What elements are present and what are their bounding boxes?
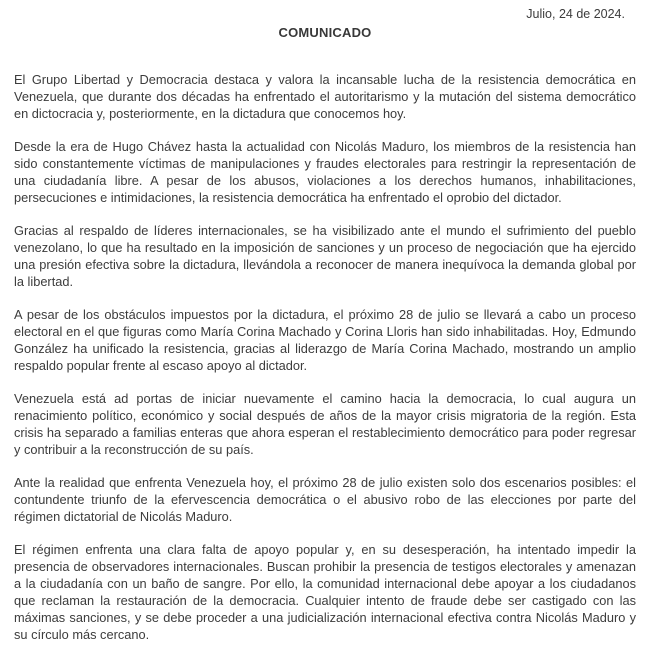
paragraph-regime-desperation: El régimen enfrenta una clara falta de apoyo popular y, en su desesperación, ha intentado impedir la presencia de observadores internacionales. Buscan prohibir la presencia de testigos electorales y amenazan a la ciudadanía con un baño de sangre. Por ello, la comunidad internacional debe apoyar a los ciudadanos que reclaman la restauración de la democracia. Cualquier intento de fraude debe ser castigado con las máximas sanciones, y se debe proceder a una judicialización internacional efectiva contra Nicolás Maduro y su círculo más cercano.	[14, 542, 636, 642]
document-title: COMUNICADO	[278, 25, 372, 40]
paragraph-path-to-democracy: Venezuela está ad portas de iniciar nuevamente el camino hacia la democracia, lo cual augura un renacimiento político, económico y social después de años de la mayor crisis migratoria de la región. Esta crisis ha separado a familias enteras que ahora esperan el restablecimiento democrático para poder regresar y contribuir a la reconstrucción de su país.	[14, 391, 636, 457]
paragraph-chavez-maduro-era: Desde la era de Hugo Chávez hasta la actualidad con Nicolás Maduro, los miembros de la resistencia han sido constantemente víctimas de manipulaciones y fraudes electorales para restringir la representación de una ciudadanía libre. A pesar de los abusos, violaciones a los derechos humanos, inhabilitaciones, persecuciones e intimidaciones, la resistencia democrática ha enfrentado el oprobio del dictador.	[14, 139, 636, 205]
document-body	[14, 71, 636, 643]
paragraph-electoral-process: A pesar de los obstáculos impuestos por la dictadura, el próximo 28 de julio se llevará a cabo un proceso electoral en el que figuras como María Corina Machado y Corina Lloris han sido inhabilitadas. Hoy, Edmundo González ha unificado la resistencia, gracias al liderazgo de María Corina Machado, mostrando un amplio respaldo popular frente al escaso apoyo al dictador.	[14, 307, 636, 373]
paragraph-international-support: Gracias al respaldo de líderes internacionales, se ha visibilizado ante el mundo el sufrimiento del pueblo venezolano, lo que ha resultado en la imposición de sanciones y un proceso de negociación que ha ejercido una presión efectiva sobre la dictadura, llevándola a reconocer de manera inequívoca la demanda global por la libertad.	[14, 223, 636, 289]
paragraph-intro: El Grupo Libertad y Democracia destaca y valora la incansable lucha de la resistencia democrática en Venezuela, que durante dos décadas ha enfrentado el autoritarismo y la mutación del sistema democrático en dictocracia y, posteriormente, en la dictadura que conocemos hoy.	[14, 72, 636, 121]
document-date: Julio, 24 de 2024.	[526, 7, 625, 21]
paragraph-two-scenarios: Ante la realidad que enfrenta Venezuela hoy, el próximo 28 de julio existen solo dos escenarios posibles: el contundente triunfo de la efervescencia democrática o el abusivo robo de las elecciones por parte del régimen dictatorial de Nicolás Maduro.	[14, 475, 636, 524]
